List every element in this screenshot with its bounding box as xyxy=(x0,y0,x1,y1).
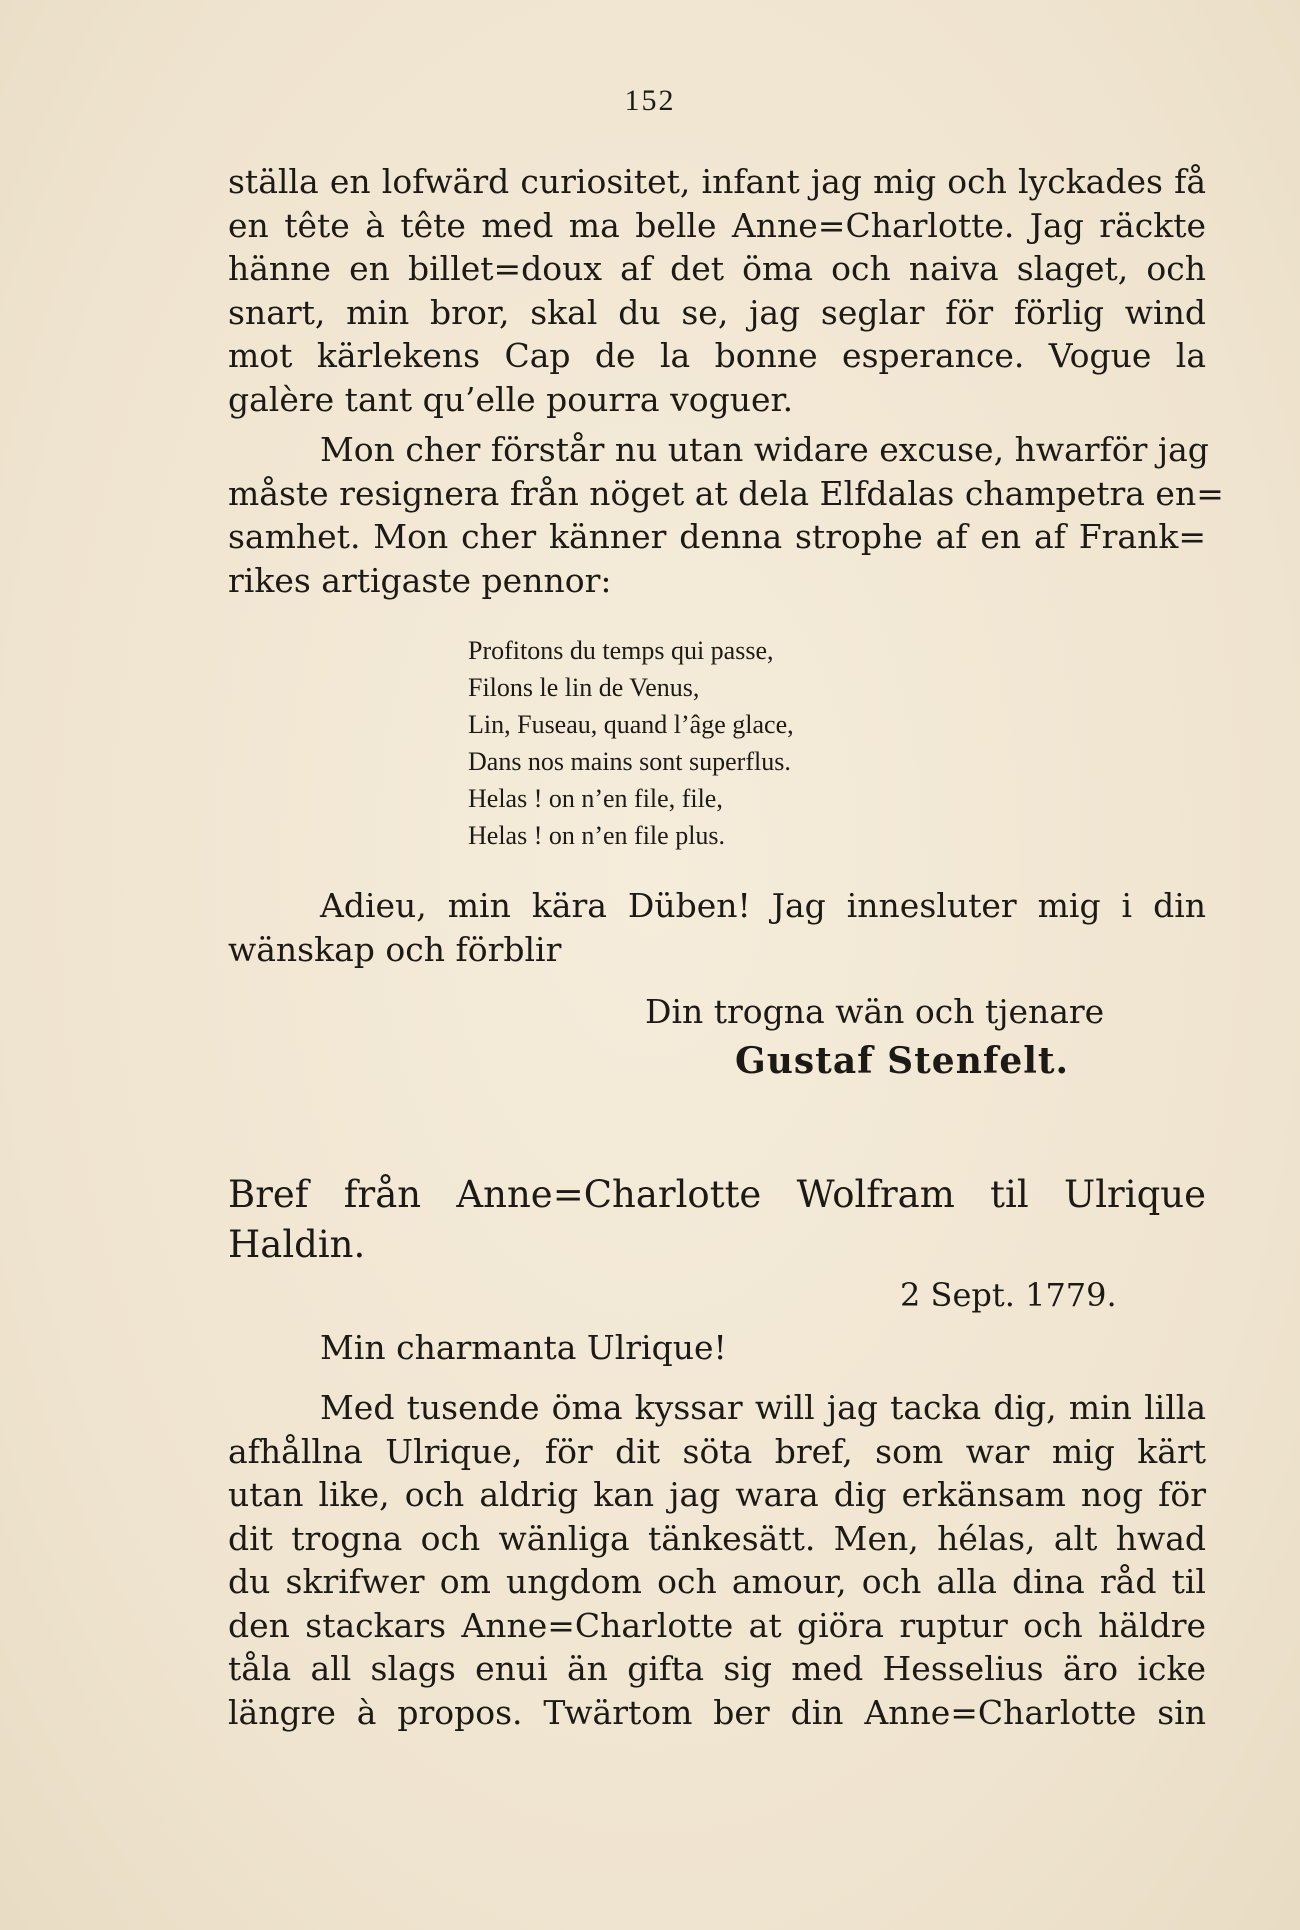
text-line: dit trogna och wänliga tänkesätt. Men, hélas, alt hwad xyxy=(228,1518,1206,1558)
text-line: utan like, och aldrig kan jag wara dig erkänsam nog för xyxy=(228,1475,1206,1514)
text-line: en tête à tête med ma belle Anne=Charlotte. Jag räckte xyxy=(228,205,1206,245)
poem-line: Profitons du temps qui passe, xyxy=(468,636,774,665)
text-line: rikes artigaste pennor: xyxy=(228,560,612,600)
paragraph-2 xyxy=(228,428,1224,602)
text-line: du skrifwer om ungdom och amour, och alla dina råd til xyxy=(228,1562,1206,1601)
poem-line: Helas ! on n’en file plus. xyxy=(468,821,726,850)
heading-line: Haldin. xyxy=(228,1223,366,1266)
text-line: snart, min bror, skal du se, jag seglar för förlig wind xyxy=(228,292,1206,332)
paragraph-4 xyxy=(228,1386,1206,1734)
paragraph-3 xyxy=(228,884,1206,971)
text-line: den stackars Anne=Charlotte at giöra ruptur och häldre xyxy=(228,1605,1206,1645)
text-line: Mon cher förstår nu utan widare excuse, hwarför jag xyxy=(320,430,1209,469)
text-line: samhet. Mon cher känner denna strophe af en af Frank= xyxy=(228,517,1206,556)
poem-line: Lin, Fuseau, quand l’âge glace, xyxy=(468,710,794,739)
text-line: hänne en billet=doux af det öma och naiva slaget, och xyxy=(228,249,1206,288)
page-number: 152 xyxy=(624,84,676,117)
letter-heading xyxy=(228,1170,1206,1270)
text-line: måste resignera från nöget at dela Elfdalas champetra en= xyxy=(228,473,1224,513)
salutation: Min charmanta Ulrique! xyxy=(320,1328,727,1367)
text-line: mot kärlekens Cap de la bonne esperance. Vogue la xyxy=(228,336,1206,375)
poem-line: Helas ! on n’en file, file, xyxy=(468,784,723,813)
text-line: galère tant qu’elle pourra voguer. xyxy=(228,379,794,419)
letter-date: 2 Sept. 1779. xyxy=(900,1276,1117,1314)
poem-line: Filons le lin de Venus, xyxy=(468,673,700,702)
text-line: wänskap och förblir xyxy=(228,929,562,969)
text-line: ställa en lofwärd curiositet, infant jag mig och lyckades få xyxy=(228,162,1206,201)
text-line: längre à propos. Twärtom ber din Anne=Charlotte sin xyxy=(228,1692,1206,1732)
text-line: Adieu, min kära Düben! Jag innesluter mig i din xyxy=(320,886,1206,925)
heading-line: Bref från Anne=Charlotte Wolfram til Ulrique xyxy=(228,1173,1206,1216)
signature: Gustaf Stenfelt. xyxy=(735,1040,1070,1082)
poem-line: Dans nos mains sont superflus. xyxy=(468,747,791,776)
text-line: Med tusende öma kyssar will jag tacka dig, min lilla xyxy=(320,1388,1206,1427)
text-line: tåla all slags enui än gifta sig med Hesselius äro icke xyxy=(228,1649,1206,1688)
paragraph-1 xyxy=(228,160,1206,421)
text-line: afhållna Ulrique, för dit söta bref, som war mig kärt xyxy=(228,1431,1206,1471)
letter-closing: Din trogna wän och tjenare xyxy=(645,992,1105,1031)
poem-stanza xyxy=(468,632,794,854)
